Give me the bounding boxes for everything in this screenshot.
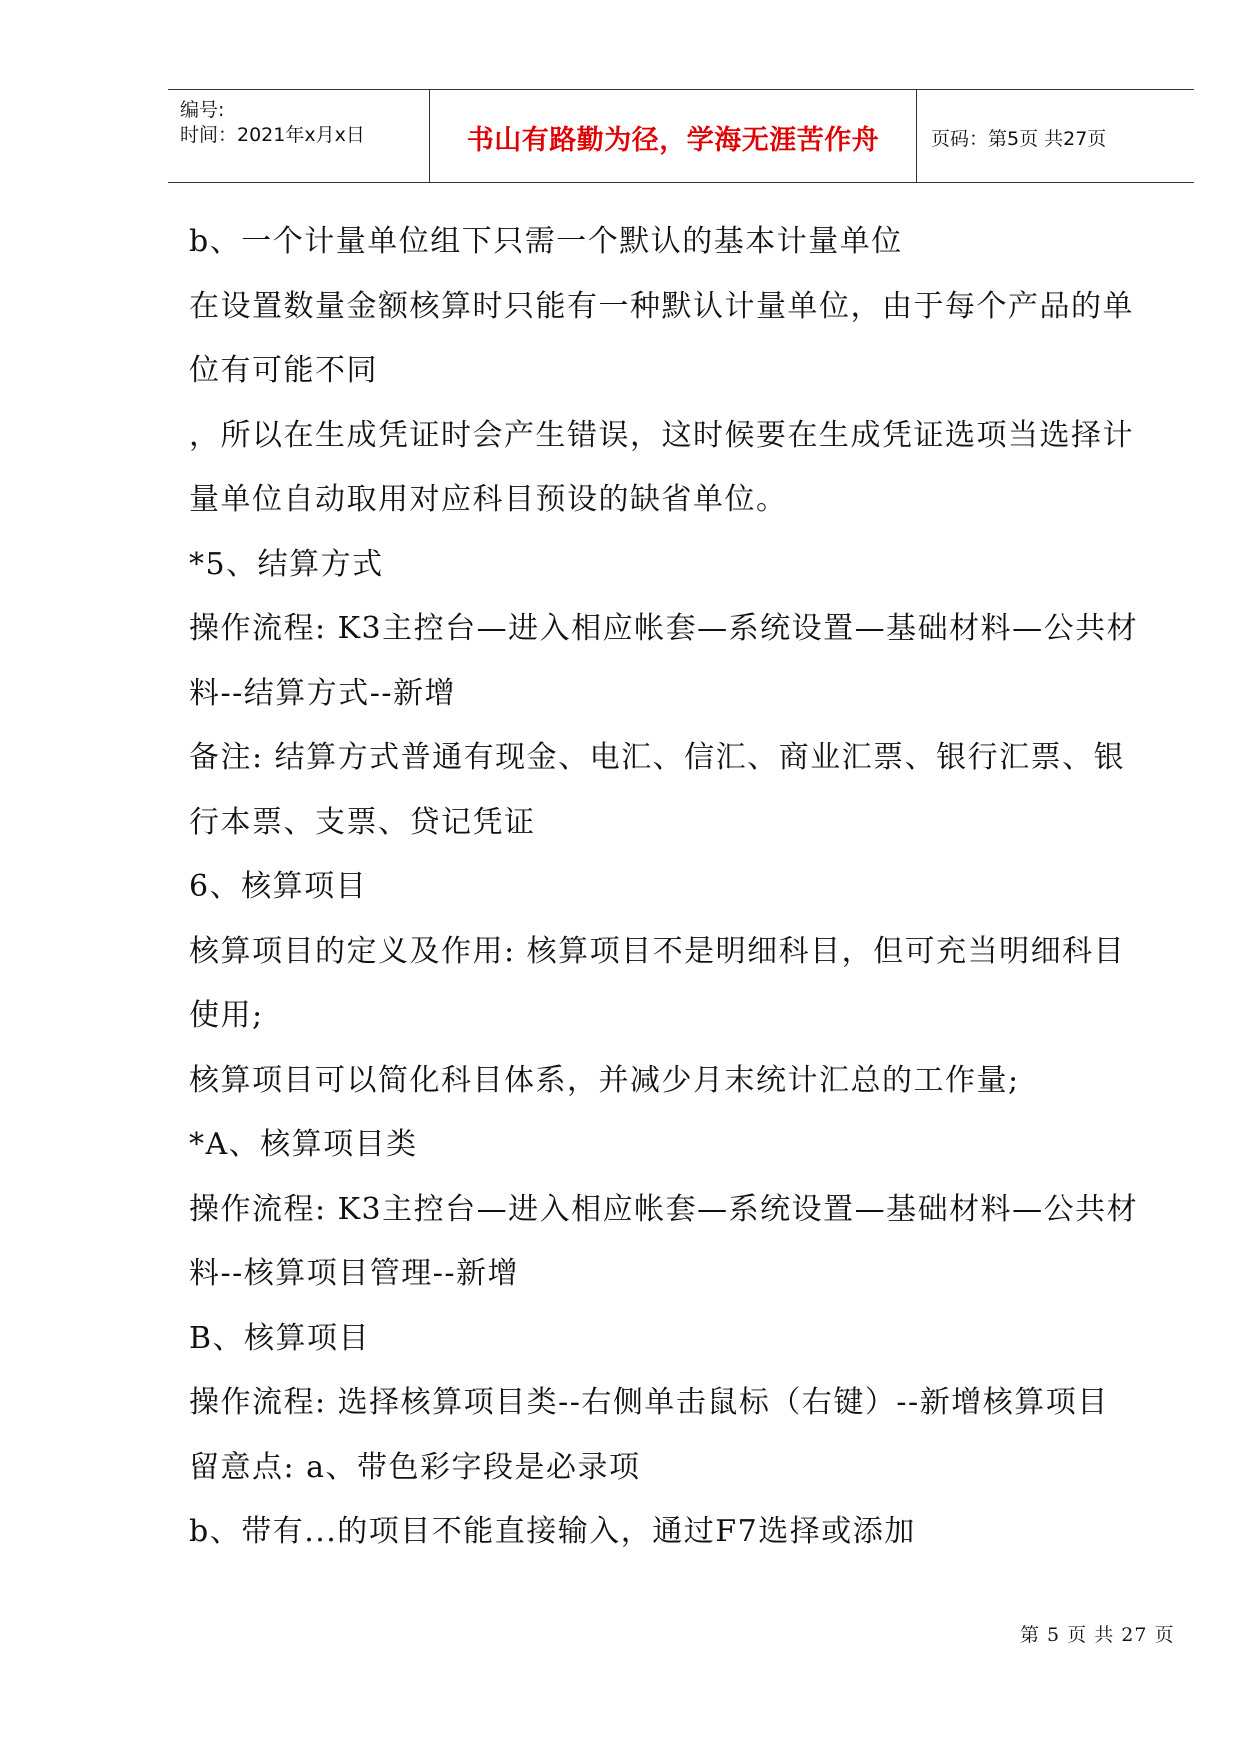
header-page-cell [917, 90, 1194, 182]
body-line: 行本票、支票、贷记凭证 [189, 804, 536, 840]
page-footer-number: 第 5 页 共 27 页 [1020, 1624, 1175, 1646]
body-line: 核算项目的定义及作用: 核算项目不是明细科目，但可充当明细科目 [189, 933, 1126, 969]
body-line: 操作流程: 选择核算项目类--右侧单击鼠标（右键）--新增核算项目 [189, 1385, 1109, 1420]
body-line: 料--核算项目管理--新增 [189, 1256, 520, 1291]
body-line: 留意点: a、带色彩字段是必录项 [189, 1449, 641, 1485]
body-line: b、带有...的项目不能直接输入，通过F7选择或添加 [189, 1514, 916, 1549]
header-page-number: 页码：第5页 共27页 [931, 128, 1107, 150]
serial-number-label: 编号: [180, 99, 225, 121]
body-line: 料--结算方式--新增 [189, 675, 457, 711]
section-heading: *5、结算方式 [189, 546, 384, 582]
body-line: 位有可能不同 [189, 353, 378, 388]
date-label: 时间：2021年x月x日 [180, 124, 365, 146]
body-line: 核算项目可以简化科目体系，并减少月末统计汇总的工作量; [189, 1062, 1020, 1098]
section-heading: *A、核算项目类 [189, 1127, 418, 1162]
motto-text: 书山有路勤为径，学海无涯苦作舟 [466, 125, 880, 156]
body-line: b、一个计量单位组下只需一个默认的基本计量单位 [189, 224, 903, 259]
header-info-cell [168, 90, 430, 182]
body-line: 操作流程: K3主控台—进入相应帐套—系统设置—基础材料—公共材 [189, 1191, 1139, 1227]
body-line: 使用; [189, 998, 264, 1033]
section-heading: 6、核算项目 [189, 869, 368, 904]
page-header [168, 89, 1194, 183]
body-line: 操作流程: K3主控台—进入相应帐套—系统设置—基础材料—公共材 [189, 611, 1139, 646]
section-heading: B、核算项目 [189, 1320, 371, 1356]
header-motto-cell [430, 90, 917, 182]
body-line: 备注: 结算方式普通有现金、电汇、信汇、商业汇票、银行汇票、银 [189, 740, 1126, 775]
document-body [189, 210, 1179, 1565]
body-line: 量单位自动取用对应科目预设的缺省单位。 [189, 482, 788, 517]
body-line: 在设置数量金额核算时只能有一种默认计量单位，由于每个产品的单 [189, 288, 1134, 324]
body-line: ，所以在生成凭证时会产生错误，这时候要在生成凭证选项当选择计 [189, 417, 1134, 453]
